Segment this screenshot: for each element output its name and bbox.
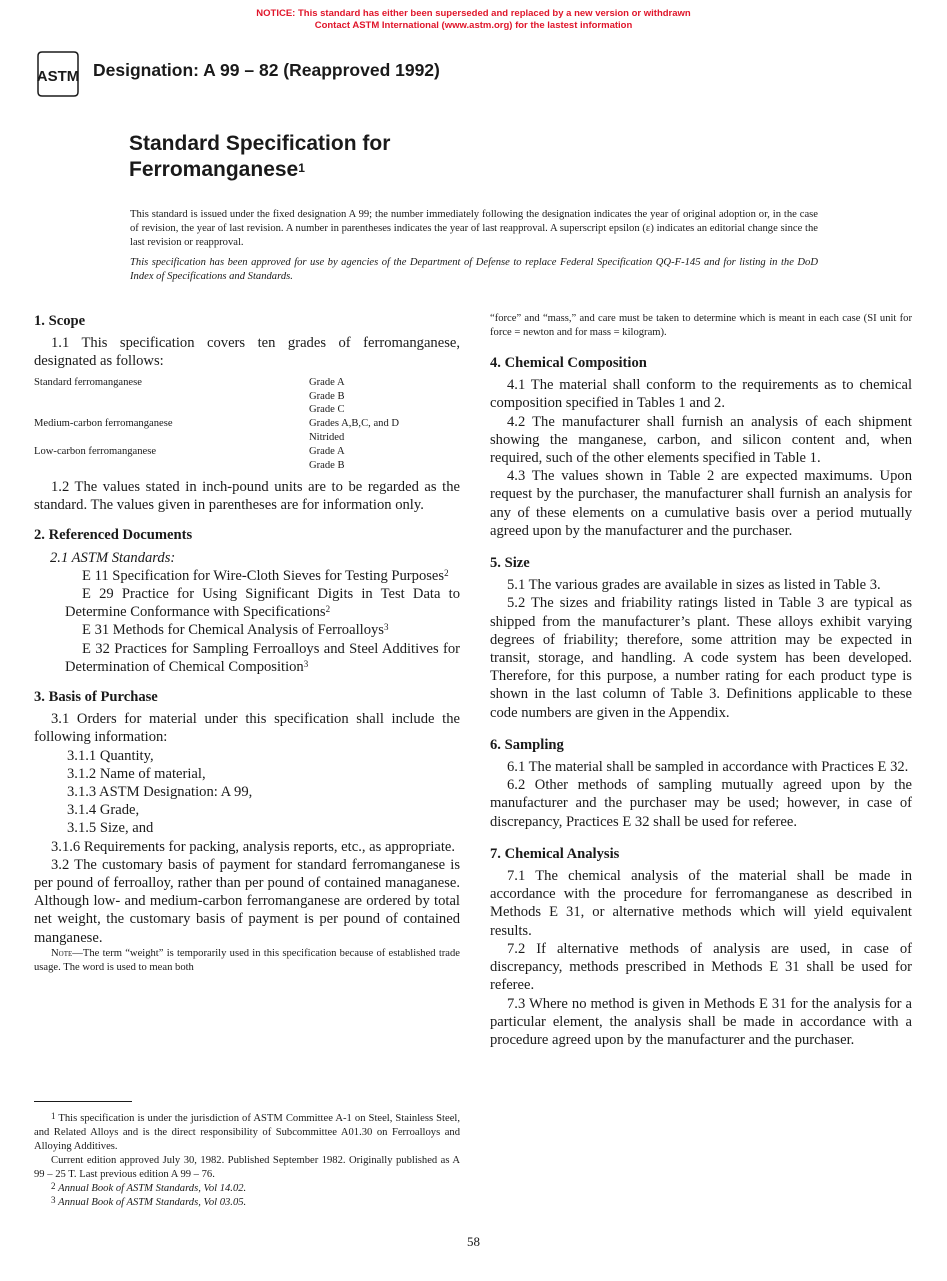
grade-material-name — [34, 390, 309, 404]
paragraph-5-2: 5.2 The sizes and friability ratings listed in Table 3 are typical as shipped from the manufacturer’s plant. These alloys exhibit varying degrees of friability; therefore, some attrition may be expected in transit, storage, and handling. A code system has been developed. Therefore, for this purpose, a number rating for each product type is shown in the last column of Table 3. Definitions applicable to these code numbers are given in the Appendix. — [490, 595, 912, 721]
reference-e32: E 32 Practices for Sampling Ferroalloys and Steel Additives for Determination of Chemical Composition$^3$ — [65, 640, 460, 675]
intro-paragraph: This standard is issued under the fixed designation A 99; the number immediately following the designation indicates the year of original adoption or, in the case of revision, the year of last revision. A number in parentheses indicates the year of last reapproval. A superscript epsilon (ε) indicates an editorial change since the last revision or reapproval. — [130, 209, 818, 248]
footnote-1: $^1$ This specification is under the jurisdiction of ASTM Committee A-1 on Steel, Stainless Steel, and Related Alloys and is the direct responsibility of Subcommittee A01.30 on Ferroalloys and Alloying Additives. — [34, 1111, 460, 1152]
section-heading-size: 5. Size — [490, 555, 530, 572]
grade-row — [34, 403, 460, 417]
grade-designation: Grade A — [309, 446, 345, 458]
grade-designation: Grade C — [309, 404, 345, 416]
paragraph-2-1: 2.1 ASTM Standards: — [50, 549, 176, 566]
notice-line-1: NOTICE: This standard has either been superseded and replaced by a new version or withdrawn — [256, 8, 691, 19]
paragraph-6-2: 6.2 Other methods of sampling mutually agreed upon by the manufacturer and the purchaser may be used; however, in case of discrepancy, Practices E 32 shall be used for referee. — [490, 777, 912, 830]
grade-material-name — [34, 459, 309, 473]
title-footnote-mark: 1 — [298, 161, 305, 175]
paragraph-7-2: 7.2 If alternative methods of analysis are used, in case of discrepancy, methods prescribed in Methods E 31 shall be used for referee. — [490, 940, 912, 994]
supersession-notice — [0, 8, 947, 32]
paragraph-1-1: 1.1 This specification covers ten grades of ferromanganese, designated as follows: — [34, 335, 460, 370]
paragraph-7-3: 7.3 Where no method is given in Methods E 31 for the analysis for a particular element, the analysis shall be made in accordance with a procedure agreed upon by the manufacturer and the purchaser. — [490, 995, 912, 1048]
grade-row — [34, 445, 460, 459]
grade-material-name: Standard ferromanganese — [34, 376, 142, 388]
section-heading-chemical-composition: 4. Chemical Composition — [490, 355, 647, 371]
grade-row — [34, 459, 460, 473]
astm-logo-text: ASTM — [36, 68, 80, 85]
grade-designation: Nitrided — [309, 432, 345, 444]
footnote-1-edition: Current edition approved July 30, 1982. Published September 1982. Originally published as A 99 – 25 T. Last previous edition A 99 – 76. — [34, 1155, 460, 1180]
issuance-statement — [130, 208, 818, 284]
note: Note—The term “weight” is temporarily used in this specification because of established trade usage. The word is used to mean both — [34, 947, 460, 973]
grade-row — [34, 417, 460, 431]
grade-designation: Grades A,B,C, and D — [309, 418, 400, 430]
list-item: 3.1.2 Name of material, — [67, 765, 206, 782]
grade-material-name — [34, 403, 309, 417]
paragraph-7-1: 7.1 The chemical analysis of the material shall be made in accordance with the procedure for ferromanganese as described in Methods E 31, or alternative methods which will yield equivalent results. — [490, 868, 912, 939]
paragraph-3-1: 3.1 Orders for material under this specification shall include the following information: — [34, 711, 460, 746]
reference-e29: E 29 Practice for Using Significant Digits in Test Data to Determine Conformance with Specifications$^2$ — [65, 585, 460, 621]
grade-material-name: Low-carbon ferromanganese — [34, 446, 157, 458]
grade-material-name — [34, 431, 309, 445]
grade-designation: Grade A — [309, 376, 345, 388]
list-item: 3.1.5 Size, and — [67, 820, 154, 837]
paragraph-4-1: 4.1 The material shall conform to the requirements as to chemical composition specified in Tables 1 and 2. — [490, 377, 912, 412]
paragraph-4-3: 4.3 The values shown in Table 2 are expected maximums. Upon request by the purchaser, the manufacturer shall furnish an analysis for any of these elements on a cumulative basis over a period mutually agreed upon by the manufacturer and the purchaser. — [490, 468, 912, 539]
paragraph-6-1: 6.1 The material shall be sampled in accordance with Practices E 32. — [507, 759, 909, 776]
grade-material-name: Medium-carbon ferromanganese — [34, 418, 173, 430]
reference-e11: E 11 Specification for Wire-Cloth Sieves for Testing Purposes$^2$ — [82, 567, 449, 584]
paragraph-5-1: 5.1 The various grades are available in sizes as listed in Table 3. — [507, 577, 881, 594]
grade-designation: Grade B — [309, 460, 345, 472]
paragraph-1-2: 1.2 The values stated in inch-pound units are to be regarded as the standard. The values given in parentheses are for information only. — [34, 478, 460, 514]
designation: Designation: A 99 – 82 (Reapproved 1992) — [93, 60, 440, 80]
astm-logo-icon — [34, 48, 82, 100]
page-number: 58 — [467, 1234, 480, 1249]
document-title — [129, 131, 390, 183]
right-column — [490, 312, 912, 1049]
grade-row — [34, 390, 460, 404]
section-heading-sampling: 6. Sampling — [490, 736, 564, 753]
notice-line-2: Contact ASTM International (www.astm.org) for the lastest information — [314, 20, 633, 31]
section-heading-basis-of-purchase: 3. Basis of Purchase — [34, 688, 158, 705]
note-continued: “force” and “mass,” and care must be taken to determine which is meant in each case (SI unit for force = newton and for mass = kilogram). — [490, 313, 912, 338]
paragraph-3-2: 3.2 The customary basis of payment for standard ferromanganese is per pound of ferroalloy, rather than per pound of contained managanese. Although low- and medium-carbon ferromanganese are ordered by total net weight, the customary basis of payment is per pound of contained manganese. — [34, 856, 460, 946]
section-heading-scope: 1. Scope — [34, 313, 86, 329]
list-item: 3.1.4 Grade, — [67, 802, 140, 819]
left-column — [34, 312, 460, 975]
grade-row — [34, 431, 460, 445]
title-line-1: Standard Specification for — [129, 132, 391, 155]
footnote-divider — [34, 1101, 132, 1102]
grade-designation: Grade B — [309, 390, 345, 402]
list-item: 3.1.3 ASTM Designation: A 99, — [67, 784, 253, 800]
paragraph-4-2: 4.2 The manufacturer shall furnish an analysis of each shipment showing the manganese, carbon, and silicon content and, when required, such of the other elements specified in Table 1. — [490, 413, 912, 467]
grade-row — [34, 376, 460, 390]
footnote-3: $^3$ Annual Book of ASTM Standards, Vol 03.05. — [51, 1195, 247, 1208]
reference-e31: E 31 Methods for Chemical Analysis of Ferroalloys$^3$ — [82, 622, 389, 639]
section-heading-chemical-analysis: 7. Chemical Analysis — [490, 845, 620, 862]
section-heading-referenced-documents: 2. Referenced Documents — [34, 527, 193, 544]
dod-approval-statement: This specification has been approved for use by agencies of the Department of Defense to replace Federal Specification QQ-F-145 and for listing in the DoD Index of Specifications and Standards. — [130, 257, 818, 282]
title-line-2: Ferromanganese$^1$ — [129, 158, 305, 181]
footnote-2: $^2$ Annual Book of ASTM Standards, Vol 14.02. — [51, 1181, 247, 1194]
grades-list — [34, 376, 460, 473]
footnotes — [34, 1112, 460, 1210]
list-item: 3.1.1 Quantity, — [67, 747, 154, 764]
paragraph-3-1-6: 3.1.6 Requirements for packing, analysis reports, etc., as appropriate. — [51, 838, 456, 855]
